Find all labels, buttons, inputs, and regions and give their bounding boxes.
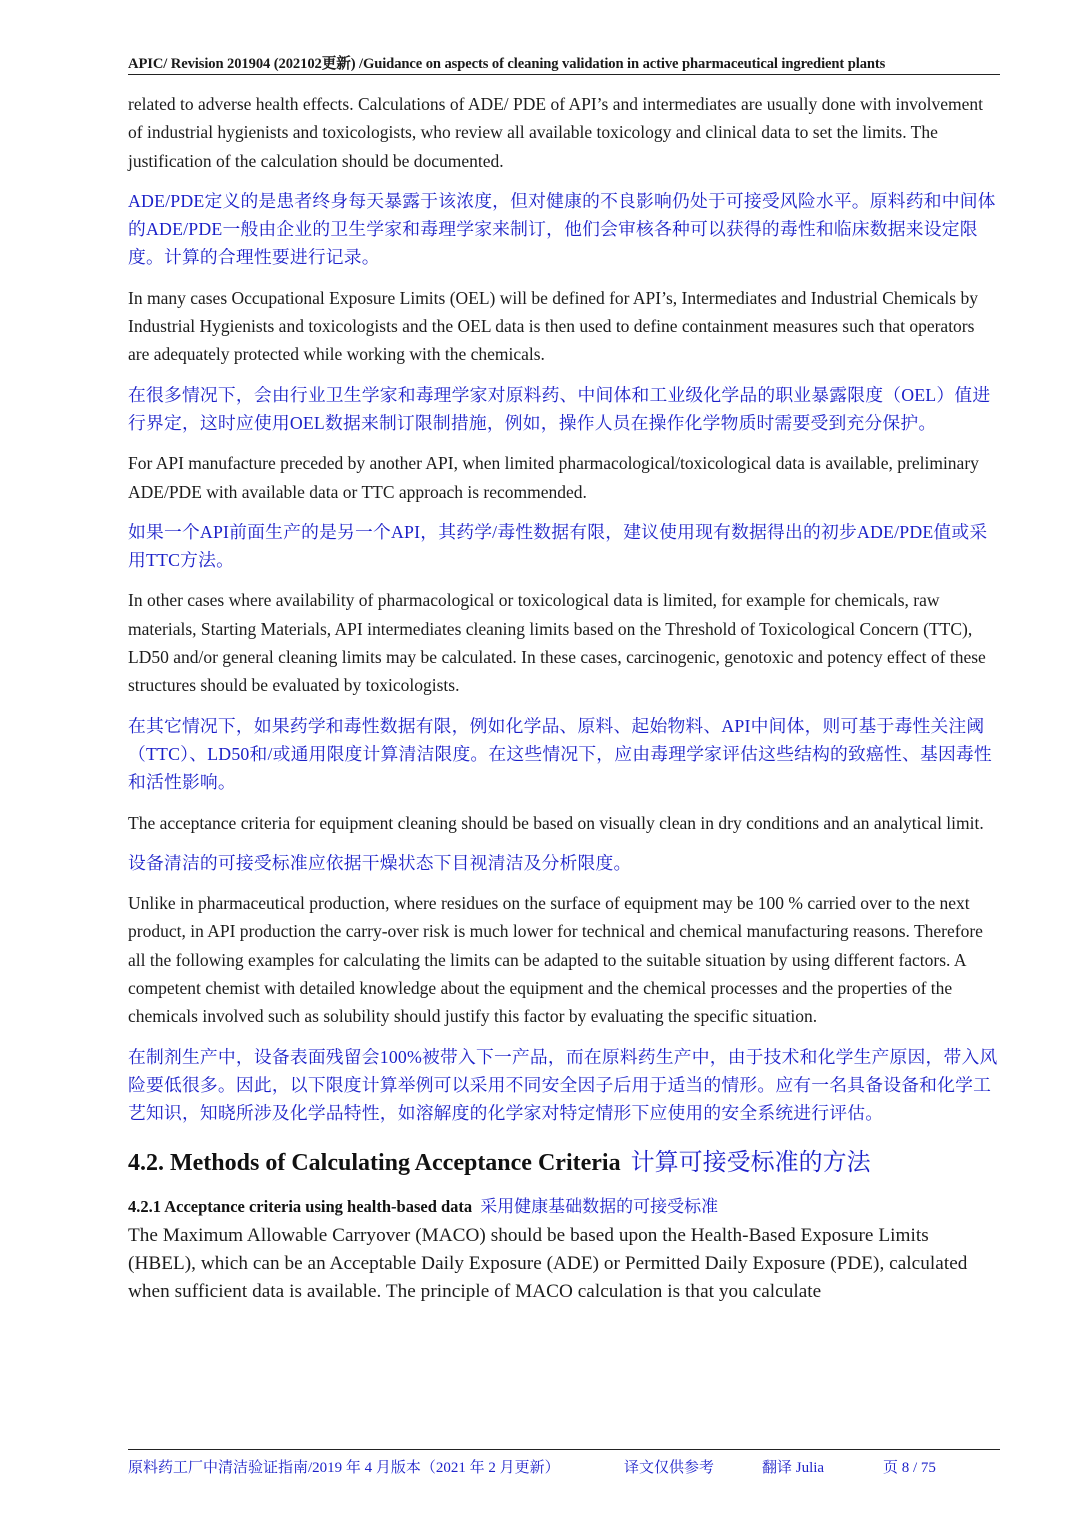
paragraph-en: In many cases Occupational Exposure Limits (OEL) will be defined for API’s, Intermediates and Industrial Chemicals by Industrial Hygienists and toxicologists and the OEL data is then used to define containment measures such that operators are adequately protected while working with the chemicals.	[128, 287, 978, 365]
section-heading	[128, 1146, 1000, 1180]
footer-note: 译文仅供参考	[624, 1460, 715, 1476]
header-divider	[128, 74, 1000, 75]
page-body	[128, 90, 1000, 1318]
page-header: APIC/ Revision 201904 (202102更新) /Guidance on aspects of cleaning validation in active pharmaceutical ingredient plants	[128, 56, 886, 72]
paragraph-en: Unlike in pharmaceutical production, where residues on the surface of equipment may be 100 % carried over to the next product, in API production the carry-over risk is much lower for technical and chemical manufacturing reasons. Therefore all the following examples for calculating the limits can be adapted to the suitable situation by using different factors. A competent chemist with detailed knowledge about the equipment and the chemical processes and the properties of the chemicals involved such as solubility should justify this factor by evaluating the specific situation.	[128, 893, 983, 1027]
subsection-heading-en: 4.2.1 Acceptance criteria using health-based data	[128, 1196, 473, 1216]
section-heading-zh: 计算可接受标准的方法	[630, 1149, 871, 1176]
paragraph-zh: 在制剂生产中，设备表面残留会100%被带入下一产品，而在原料药生产中，由于技术和化学生产原因，带入风险要低很多。因此，以下限度计算举例可以采用不同安全因子后用于适当的情形。应有一名具备设备和化学工艺知识，知晓所涉及化学品特性，如溶解度的化学家对特定情形下应使用的安全系统进行评估。	[128, 1046, 998, 1124]
paragraph-en: The acceptance criteria for equipment cleaning should be based on visually clean in dry conditions and an analytical limit.	[128, 812, 984, 833]
paragraph-en: In other cases where availability of pharmacological or toxicological data is limited, for example for chemicals, raw materials, Starting Materials, API intermediates cleaning limits based on the Threshold of Toxicological Concern (TTC), LD50 and/or general cleaning limits may be calculated. In these cases, carcinogenic, genotoxic and potency effect of these structures should be evaluated by toxicologists.	[128, 590, 986, 696]
paragraph-zh: 设备清洁的可接受标准应依据干燥状态下目视清洁及分析限度。	[128, 852, 632, 873]
paragraph-en: The Maximum Allowable Carryover (MACO) should be based upon the Health-Based Exposure Limits (HBEL), which can be an Acceptable Daily Exposure (ADE) or Permitted Daily Exposure (PDE), calculated when sufficient data is available. The principle of MACO calculation is that you calculate	[128, 1224, 968, 1303]
paragraph-zh: 如果一个API前面生产的是另一个API，其药学/毒性数据有限，建议使用现有数据得出的初步ADE/PDE值或采用TTC方法。	[128, 521, 988, 571]
subsection-heading	[128, 1194, 1000, 1220]
footer-translator: 翻译 Julia	[762, 1460, 825, 1476]
paragraph-zh: 在其它情况下，如果药学和毒性数据有限，例如化学品、原料、起始物料、API中间体，则可基于毒性关注阈（TTC）、LD50和/或通用限度计算清洁限度。在这些情况下，应由毒理学家评估这些结构的致癌性、基因毒性和活性影响。	[128, 715, 992, 793]
footer-page-number: 页 8 / 75	[883, 1460, 936, 1476]
section-heading-en: 4.2. Methods of Calculating Acceptance Criteria	[128, 1149, 621, 1176]
subsection-heading-zh: 采用健康基础数据的可接受标准	[480, 1196, 719, 1216]
paragraph-zh: 在很多情况下，会由行业卫生学家和毒理学家对原料药、中间体和工业级化学品的职业暴露限度（OEL）值进行界定，这时应使用OEL数据来制订限制措施，例如，操作人员在操作化学物质时需要受到充分保护。	[128, 384, 991, 433]
paragraph-en: related to adverse health effects. Calculations of ADE/ PDE of API’s and intermediates are usually done with involvement of industrial hygienists and toxicologists, who review all available toxicology and clinical data to set the limits. The justification of the calculation should be documented.	[128, 94, 984, 171]
footer-doc-title: 原料药工厂中清洁验证指南/2019 年 4 月版本（2021 年 2 月更新）	[128, 1460, 560, 1476]
footer-divider	[128, 1449, 1000, 1450]
paragraph-en: For API manufacture preceded by another API, when limited pharmacological/toxicological data is available, preliminary ADE/PDE with available data or TTC approach is recommended.	[128, 453, 979, 502]
paragraph-zh: ADE/PDE定义的是患者终身每天暴露于该浓度，但对健康的不良影响仍处于可接受风险水平。原料药和中间体的ADE/PDE一般由企业的卫生学家和毒理学家来制订，他们会审核各种可以获得的毒性和临床数据来设定限度。计算的合理性要进行记录。	[128, 190, 996, 268]
